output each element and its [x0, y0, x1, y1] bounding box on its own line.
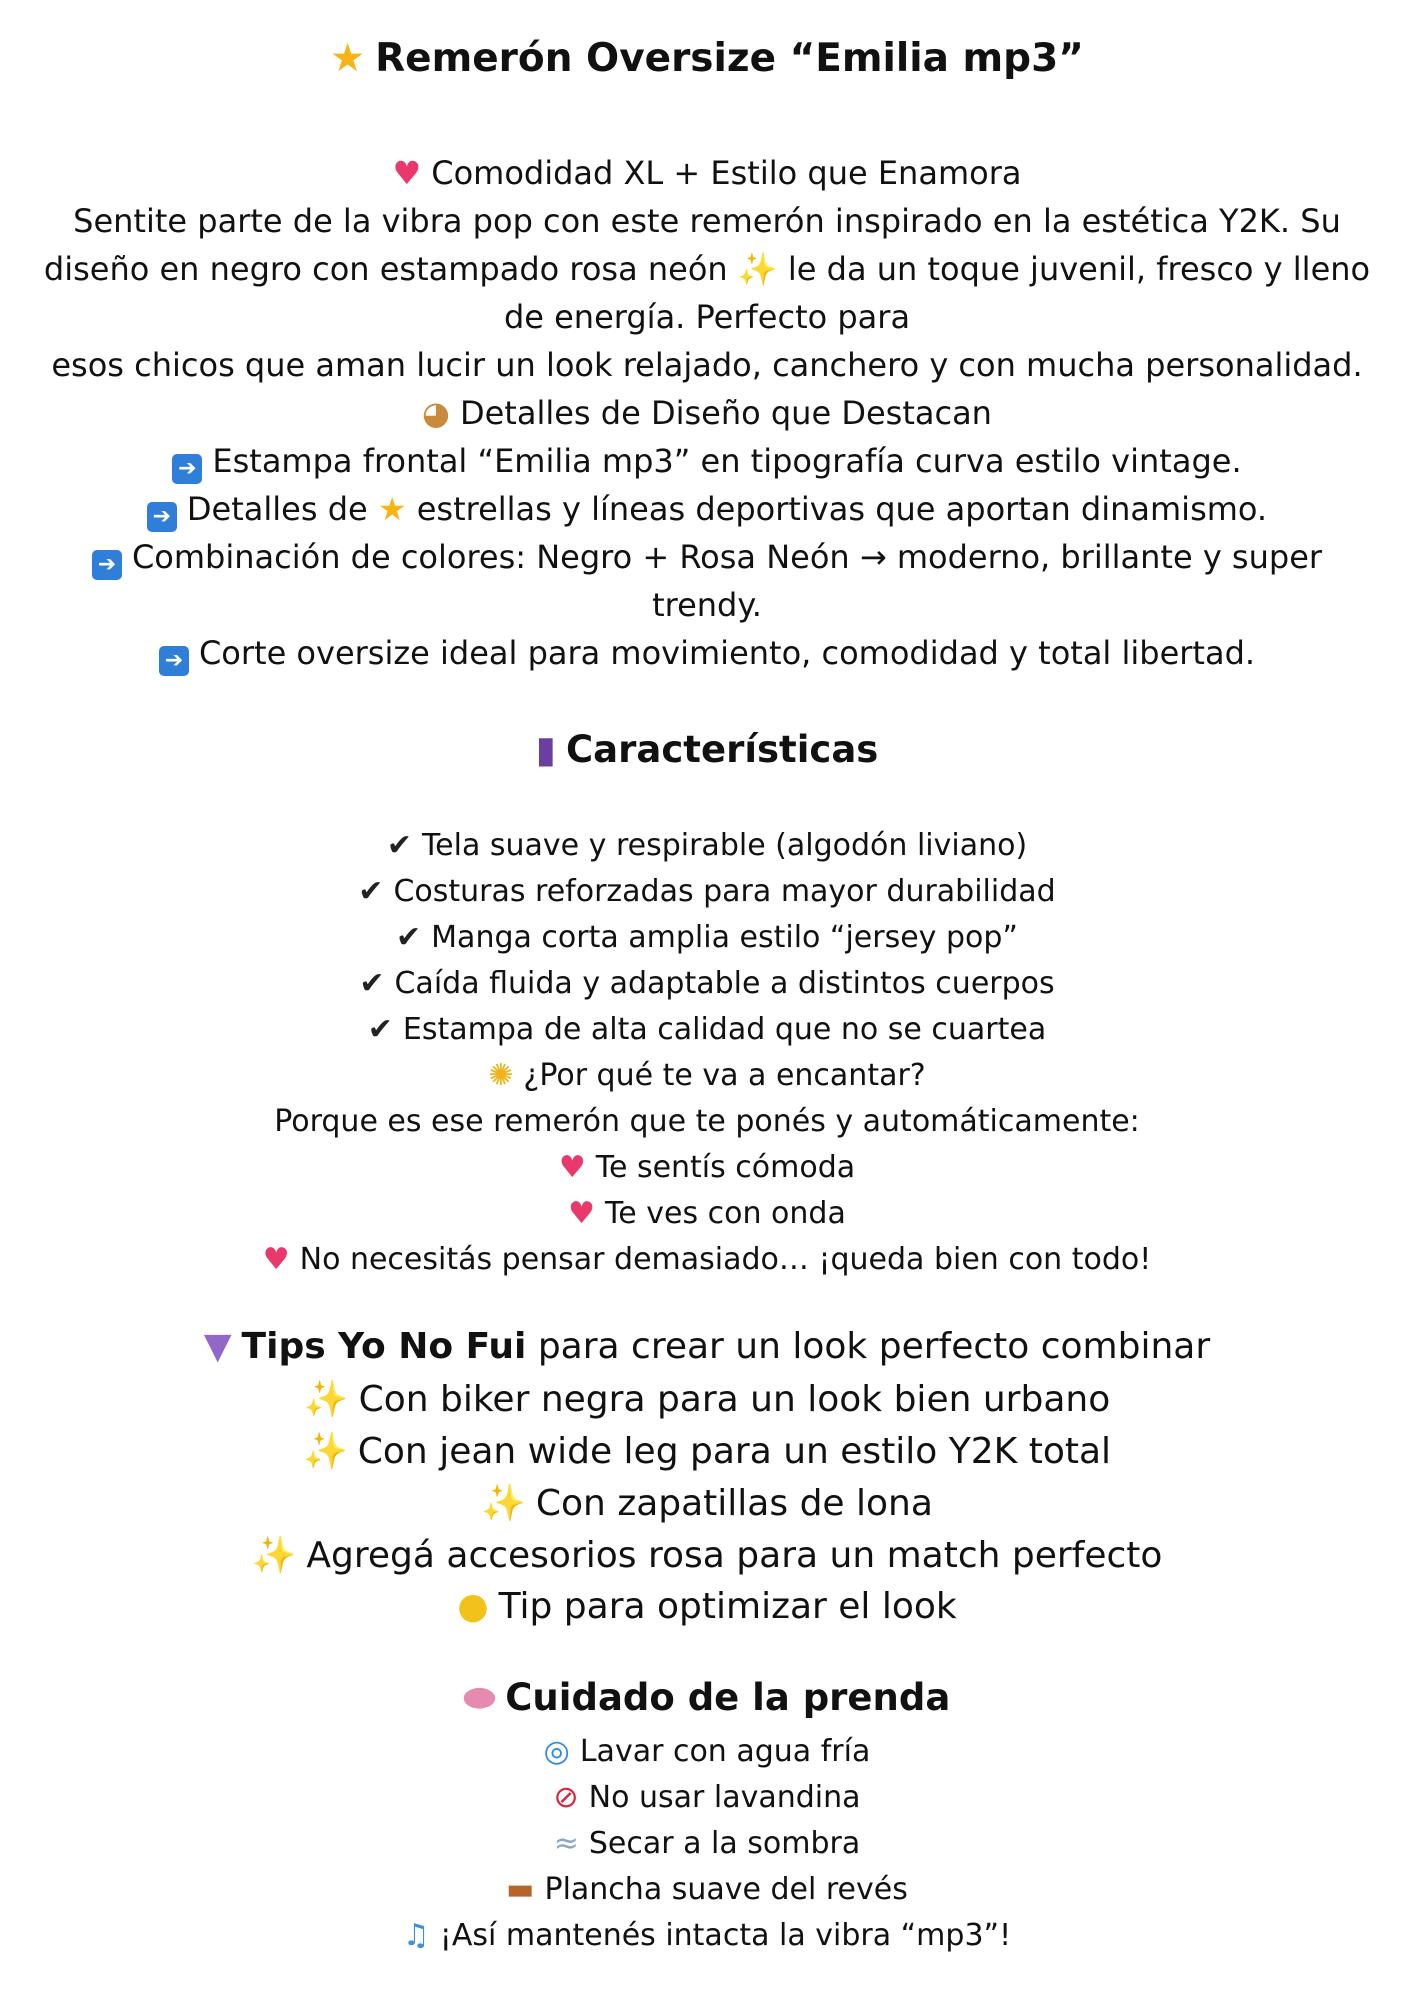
- care-item: ▬ Plancha suave del revés: [506, 1872, 908, 1907]
- intro-line-2: diseño en negro con estampado rosa neón ✨ le da un toque juvenil, fresco y lleno: [43, 250, 1371, 288]
- music-notes-icon: ♫: [402, 1918, 430, 1953]
- care-heading: ⬬ Cuidado de la prenda: [463, 1676, 951, 1719]
- check-icon: ✔: [358, 874, 384, 909]
- design-item-3-cont: trendy.: [652, 586, 762, 624]
- care-item: ◎ Lavar con agua fría: [543, 1734, 871, 1769]
- why-item: ♥ No necesitás pensar demasiado… ¡queda bien con todo!: [262, 1242, 1152, 1277]
- sparkling-heart-icon: ♥: [392, 154, 422, 192]
- feature-item: ✔ Manga corta amplia estilo “jersey pop”: [396, 920, 1018, 955]
- tip-item: ✨ Con zapatillas de lona: [481, 1483, 933, 1524]
- right-arrow-icon: ➔: [172, 454, 202, 484]
- intro-line-1: Sentite parte de la vibra pop con este remerón inspirado en la estética Y2K. Su: [73, 202, 1341, 240]
- thread-spool-icon: ▮: [535, 728, 557, 771]
- heart-icon: ♥: [568, 1196, 596, 1231]
- care-closing: ♫ ¡Así mantenés intacta la vibra “mp3”!: [402, 1918, 1012, 1953]
- sparkles-icon: ✨: [302, 1431, 348, 1472]
- sparkles-icon: ✨: [251, 1535, 297, 1576]
- tip-item: ✨ Agregá accesorios rosa para un match perfecto: [251, 1535, 1163, 1576]
- heart-icon: ♥: [558, 1150, 586, 1185]
- feature-item: ✔ Estampa de alta calidad que no se cuartea: [367, 1012, 1047, 1047]
- cyclone-icon: ◎: [543, 1734, 570, 1769]
- feature-item: ✔ Costuras reforzadas para mayor durabilidad: [358, 874, 1056, 909]
- page-title: ★ Remerón Oversize “Emilia mp3”: [330, 36, 1084, 81]
- care-item: ⊘ No usar lavandina: [553, 1780, 861, 1815]
- tip-optimize: ● Tip para optimizar el look: [457, 1586, 957, 1627]
- heart-icon: ♥: [262, 1242, 290, 1277]
- design-heading: ◕ Detalles de Diseño que Destacan: [422, 394, 992, 432]
- tip-item: ✨ Con jean wide leg para un estilo Y2K total: [302, 1431, 1112, 1472]
- no-entry-icon: ⊘: [553, 1780, 579, 1815]
- tip-item: ✨ Con biker negra para un look bien urbano: [303, 1379, 1111, 1420]
- dizzy-icon: ✺: [488, 1058, 514, 1093]
- check-icon: ✔: [359, 966, 385, 1001]
- why-item: ♥ Te ves con onda: [568, 1196, 846, 1231]
- wind-icon: ≈: [553, 1826, 579, 1861]
- light-bulb-icon: ●: [457, 1586, 489, 1627]
- design-item-4: ➔ Corte oversize ideal para movimiento, comodidad y total libertad.: [0, 634, 1414, 676]
- right-arrow-icon: ➔: [147, 502, 177, 532]
- intro-heading: ♥ Comodidad XL + Estilo que Enamora: [392, 154, 1022, 192]
- sparkles-icon: ✨: [303, 1379, 349, 1420]
- check-icon: ✔: [386, 828, 412, 863]
- soap-icon: ⬬: [463, 1676, 496, 1719]
- why-item: ♥ Te sentís cómoda: [558, 1150, 856, 1185]
- check-icon: ✔: [396, 920, 422, 955]
- tips-heading: ▼ Tips Yo No Fui para crear un look perfecto combinar: [203, 1326, 1211, 1367]
- right-arrow-icon: ➔: [159, 646, 189, 676]
- design-item-1: ➔ Estampa frontal “Emilia mp3” en tipografía curva estilo vintage.: [0, 442, 1414, 484]
- star-icon: ★: [330, 36, 366, 81]
- why-heading: ✺ ¿Por qué te va a encantar?: [488, 1058, 926, 1093]
- intro-line-4: esos chicos que aman lucir un look relajado, canchero y con mucha personalidad.: [51, 346, 1363, 384]
- features-heading: ▮ Características: [535, 728, 879, 771]
- design-item-2: ➔ Detalles de ★ estrellas y líneas deportivas que aportan dinamismo.: [0, 490, 1414, 532]
- check-icon: ✔: [367, 1012, 393, 1047]
- care-item: ≈ Secar a la sombra: [553, 1826, 861, 1861]
- feature-item: ✔ Tela suave y respirable (algodón liviano): [386, 828, 1028, 863]
- why-lead: Porque es ese remerón que te ponés y automáticamente:: [274, 1104, 1140, 1139]
- sparkles-icon: ✨: [481, 1483, 526, 1524]
- basket-icon: ▬: [506, 1872, 535, 1907]
- sparkles-icon: ✨: [737, 250, 778, 288]
- palette-icon: ◕: [422, 394, 450, 432]
- star-icon: ★: [377, 490, 407, 528]
- right-arrow-icon: ➔: [92, 550, 122, 580]
- design-item-3: ➔ Combinación de colores: Negro + Rosa Neón → moderno, brillante y super: [0, 538, 1414, 580]
- shirt-icon: ▼: [203, 1326, 232, 1367]
- feature-item: ✔ Caída fluida y adaptable a distintos cuerpos: [359, 966, 1055, 1001]
- intro-line-3: de energía. Perfecto para: [503, 298, 911, 336]
